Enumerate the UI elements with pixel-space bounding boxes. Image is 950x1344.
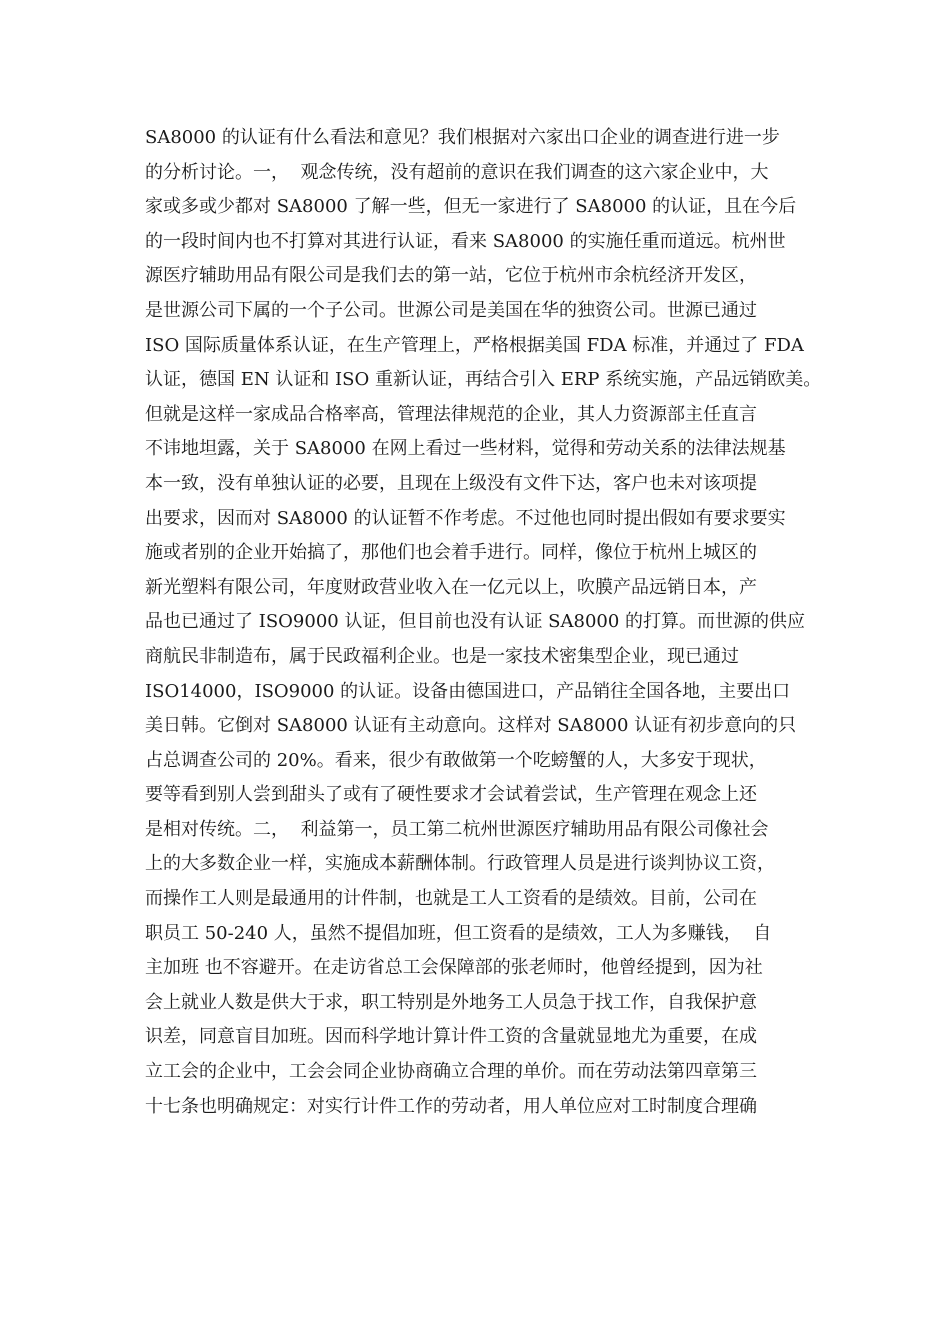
text-line: 十七条也明确规定：对实行计件工作的劳动者，用人单位应对工时制度合理确 <box>145 1095 757 1117</box>
text-line: ISO 国际质量体系认证，在生产管理上，严格根据美国 FDA 标准，并通过了 FDA <box>145 334 804 356</box>
text-line: 上的大多数企业一样，实施成本薪酬体制。行政管理人员是进行谈判协议工资， <box>145 853 775 875</box>
text-line: 新光塑料有限公司，年度财政营业收入在一亿元以上，吹膜产品远销日本，产 <box>145 576 757 598</box>
text-line: 的分析讨论。一， 观念传统，没有超前的意识在我们调查的这六家企业中，大 <box>145 161 769 183</box>
text-line: 而操作工人则是最通用的计件制，也就是工人工资看的是绩效。目前，公司在 <box>145 888 757 910</box>
text-line: 美日韩。它倒对 SA8000 认证有主动意向。这样对 SA8000 认证有初步意向的只 <box>145 715 797 737</box>
text-line: 主加班 也不容避开。在走访省总工会保障部的张老师时，他曾经提到，因为社 <box>145 957 763 979</box>
text-line: 是世源公司下属的一个子公司。世源公司是美国在华的独资公司。世源已通过 <box>145 299 757 321</box>
text-line: ISO14000，ISO9000 的认证。设备由德国进口，产品销往全国各地，主要出口 <box>145 680 791 702</box>
text-line: 但就是这样一家成品合格率高，管理法律规范的企业，其人力资源部主任直言 <box>145 403 757 425</box>
text-line: 源医疗辅助用品有限公司是我们去的第一站，它位于杭州市余杭经济开发区， <box>145 265 757 287</box>
text-line: SA8000 的认证有什么看法和意见？我们根据对六家出口企业的调查进行进一步 <box>145 127 780 148</box>
text-line: 出要求，因而对 SA8000 的认证暂不作考虑。不过他也同时提出假如有要求要实 <box>145 507 786 529</box>
text-line: 施或者别的企业开始搞了，那他们也会着手进行。同样，像位于杭州上城区的 <box>145 542 757 564</box>
body-text <box>145 121 825 1124</box>
text-line: 识差，同意盲目加班。因而科学地计算计件工资的含量就显地尤为重要，在成 <box>145 1026 757 1048</box>
text-line: 的一段时间内也不打算对其进行认证，看来 SA8000 的实施任重而道远。杭州世 <box>145 230 786 252</box>
text-line: 商航民非制造布，属于民政福利企业。也是一家技术密集型企业，现已通过 <box>145 645 739 667</box>
text-line: 品也已通过了 ISO9000 认证，但目前也没有认证 SA8000 的打算。而世源的供应 <box>145 611 806 633</box>
text-line: 职员工 50-240 人，虽然不提倡加班，但工资看的是绩效，工人为多赚钱， 自 <box>145 922 772 944</box>
text-line: 不讳地坦露，关于 SA8000 在网上看过一些材料，觉得和劳动关系的法律法规基 <box>145 438 786 460</box>
text-line: 立工会的企业中，工会会同企业协商确立合理的单价。而在劳动法第四章第三 <box>145 1061 757 1083</box>
text-line: 家或多或少都对 SA8000 了解一些，但无一家进行了 SA8000 的认证，且在今后 <box>145 196 797 218</box>
text-line: 认证，德国 EN 认证和 ISO 重新认证，再结合引入 ERP 系统实施，产品远销欧美。 <box>145 369 822 391</box>
text-line: 会上就业人数是供大于求，职工特别是外地务工人员急于找工作，自我保护意 <box>145 991 757 1013</box>
text-line: 本一致，没有单独认证的必要，且现在上级没有文件下达，客户也未对该项提 <box>145 472 757 494</box>
text-line: 占总调查公司的 20%。看来，很少有敢做第一个吃螃蟹的人，大多安于现状， <box>145 749 767 771</box>
text-line: 是相对传统。二， 利益第一，员工第二杭州世源医疗辅助用品有限公司像社会 <box>145 818 769 840</box>
text-line: 要等看到别人尝到甜头了或有了硬性要求才会试着尝试，生产管理在观念上还 <box>145 784 757 806</box>
